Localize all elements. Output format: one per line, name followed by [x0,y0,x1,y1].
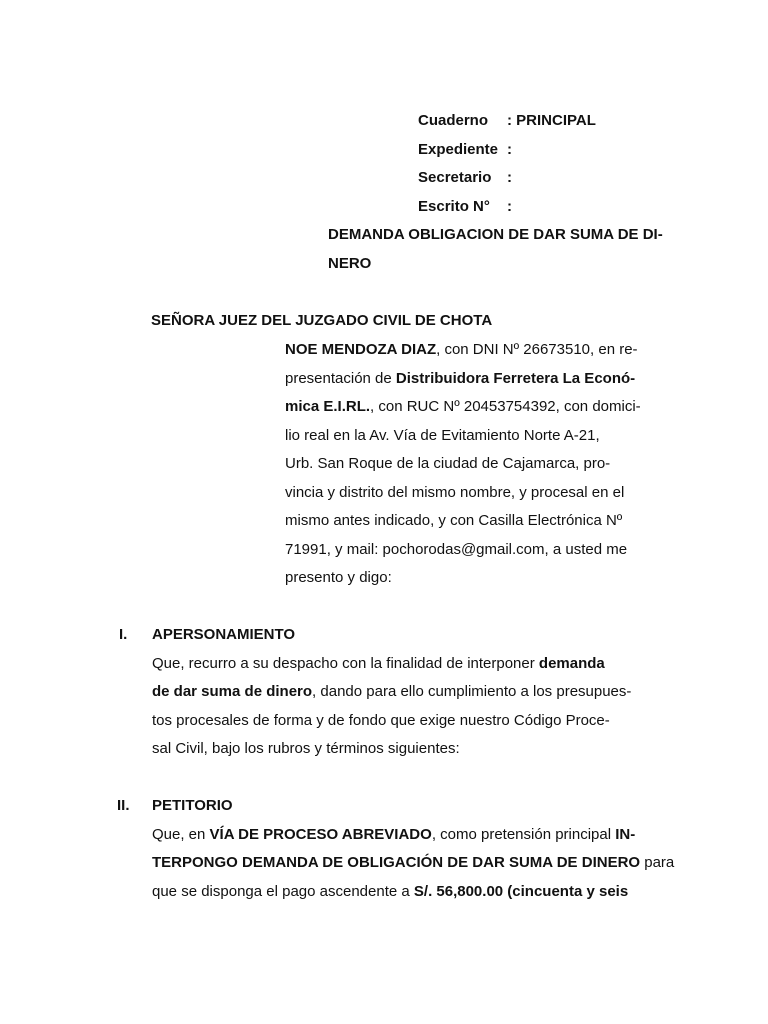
intro-line: NOE MENDOZA DIAZ, con DNI Nº 26673510, en re- [285,341,638,358]
section-heading: PETITORIO [152,797,233,814]
intro-line: presentación de Distribuidora Ferretera La Econó- [285,370,636,387]
intro-line: mica E.I.RL., con RUC Nº 20453754392, con domici- [285,398,641,415]
section-line: sal Civil, bajo los rubros y términos siguientes: [152,740,460,757]
company-name: Distribuidora Ferretera La Econó- [395,370,636,387]
intro-line: vincia y distrito del mismo nombre, y procesal en el [285,484,625,501]
secretario-label: Secretario [418,169,492,186]
intro-line: Urb. San Roque de la ciudad de Cajamarca, pro- [285,455,611,472]
section-line: Que, en VÍA DE PROCESO ABREVIADO, como pretensión principal IN- [152,826,636,843]
intro-line: mismo antes indicado, y con Casilla Electrónica Nº [285,512,623,529]
document-title-line2: NERO [328,255,372,272]
cuaderno-label: Cuaderno [418,112,489,129]
section-line: que se disponga el pago ascendente a S/. 56,800.00 (cincuenta y seis [152,883,629,900]
cuaderno-value: : PRINCIPAL [507,112,596,129]
addressee: SEÑORA JUEZ DEL JUZGADO CIVIL DE CHOTA [151,312,493,329]
intro-line: presento y digo: [285,569,392,586]
company-name-cont: mica E.I.RL. [285,398,371,415]
section-line: de dar suma de dinero, dando para ello cumplimiento a los presupues- [152,683,632,700]
section-line: tos procesales de forma y de fondo que exige nuestro Código Proce- [152,712,610,729]
section-line: Que, recurro a su despacho con la finalidad de interponer demanda [152,655,605,672]
intro-line: 71991, y mail: pochorodas@gmail.com, a usted me [285,541,628,558]
escrito-label: Escrito N° [418,198,490,215]
escrito-value: : [507,198,512,215]
intro-line: lio real en la Av. Vía de Evitamiento Norte A-21, [285,427,600,444]
section-heading: APERSONAMIENTO [152,626,296,643]
expediente-value: : [507,141,512,158]
expediente-label: Expediente [418,141,499,158]
section-number: II. [117,797,130,814]
section-number: I. [119,626,128,643]
claim-amount: S/. 56,800.00 (cincuenta y seis [413,883,629,900]
plaintiff-name: NOE MENDOZA DIAZ [285,341,437,358]
secretario-value: : [507,169,512,186]
section-line: TERPONGO DEMANDA DE OBLIGACIÓN DE DAR SUMA DE DINERO para [152,854,675,871]
document-title-line1: DEMANDA OBLIGACION DE DAR SUMA DE DI- [328,226,663,243]
